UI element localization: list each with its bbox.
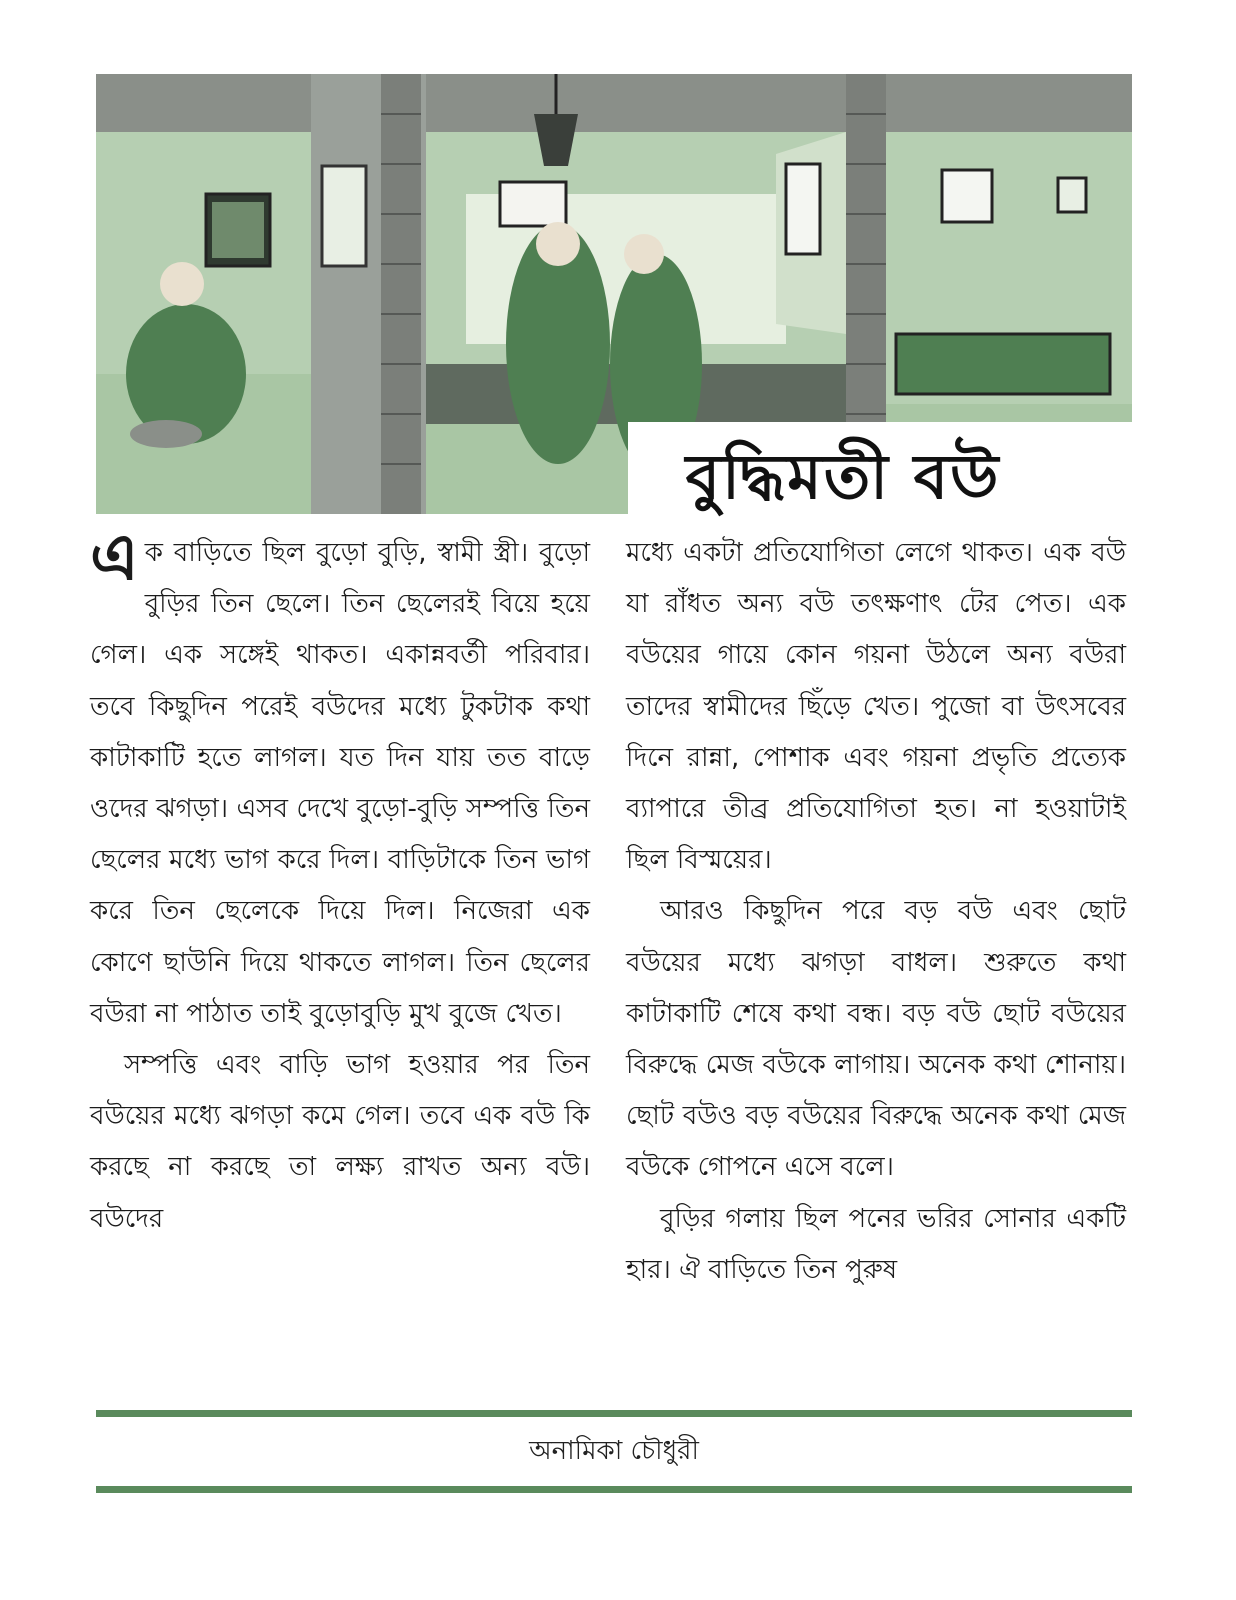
text-column-left bbox=[90, 521, 590, 1245]
paragraph: এক বাড়িতে ছিল বুড়ো বুড়ি, স্বামী স্ত্রী। বুড়ো বুড়ির তিন ছেলে। তিন ছেলেরই বিয়ে হয়ে গেল। এক সঙ্গেই থাকত। একান্নবর্তী পরিবার। তবে কিছুদিন পরেই বউদের মধ্যে টুকটাক কথা কাটাকাটি হতে লাগল। যত দিন যায় তত বাড়ে ওদের ঝগড়া। এসব দেখে বুড়ো-বুড়ি সম্পত্তি তিন ছেলের মধ্যে ভাগ করে দিল। বাড়িটাকে তিন ভাগ করে তিন ছেলেকে দিয়ে দিল। নিজেরা এক কোণে ছাউনি দিয়ে থাকতে লাগল। তিন ছেলের বউরা না পাঠাত তাই বুড়োবুড়ি মুখ বুজে খেত। bbox=[90, 521, 590, 1029]
author-name: অনামিকা চৌধুরী bbox=[529, 1436, 699, 1466]
paragraph: মধ্যে একটা প্রতিযোগিতা লেগে থাকত। এক বউ যা রাঁধত অন্য বউ তৎক্ষণাৎ টের পেত। এক বউয়ের গায়ে কোন গয়না উঠলে অন্য বউরা তাদের স্বামীদের ছিঁড়ে খেত। পুজো বা উৎসবের দিনে রান্না, পোশাক এবং গয়না প্রভৃতি প্রত্যেক ব্যাপারে তীব্র প্রতিযোগিতা হত। না হওয়াটাই ছিল বিস্ময়ের। bbox=[626, 538, 1126, 876]
story-title: বুদ্ধিমতী বউ bbox=[685, 440, 1001, 513]
text-column-right bbox=[626, 528, 1126, 1296]
footer-rule-bottom bbox=[96, 1486, 1132, 1493]
paragraph: আরও কিছুদিন পরে বড় বউ এবং ছোট বউয়ের মধ্যে ঝগড়া বাধল। শুরুতে কথা কাটাকাটি শেষে কথা বন্ধ। বড় বউ ছোট বউয়ের বিরুদ্ধে মেজ বউকে লাগায়। অনেক কথা শোনায়। ছোট বউও বড় বউয়ের বিরুদ্ধে অনেক কথা মেজ বউকে গোপনে এসে বলে। bbox=[626, 896, 1126, 1183]
paragraph: সম্পত্তি এবং বাড়ি ভাগ হওয়ার পর তিন বউয়ের মধ্যে ঝগড়া কমে গেল। তবে এক বউ কি করছে না করছে তা লক্ষ্য রাখত অন্য বউ। বউদের bbox=[90, 1050, 590, 1234]
author-footer bbox=[96, 1410, 1132, 1494]
paragraph: বুড়ির গলায় ছিল পনের ভরির সোনার একটি হার। ঐ বাড়িতে তিন পুরুষ bbox=[626, 1203, 1126, 1285]
drop-cap: এ bbox=[90, 521, 139, 595]
footer-rule-top bbox=[96, 1410, 1132, 1417]
